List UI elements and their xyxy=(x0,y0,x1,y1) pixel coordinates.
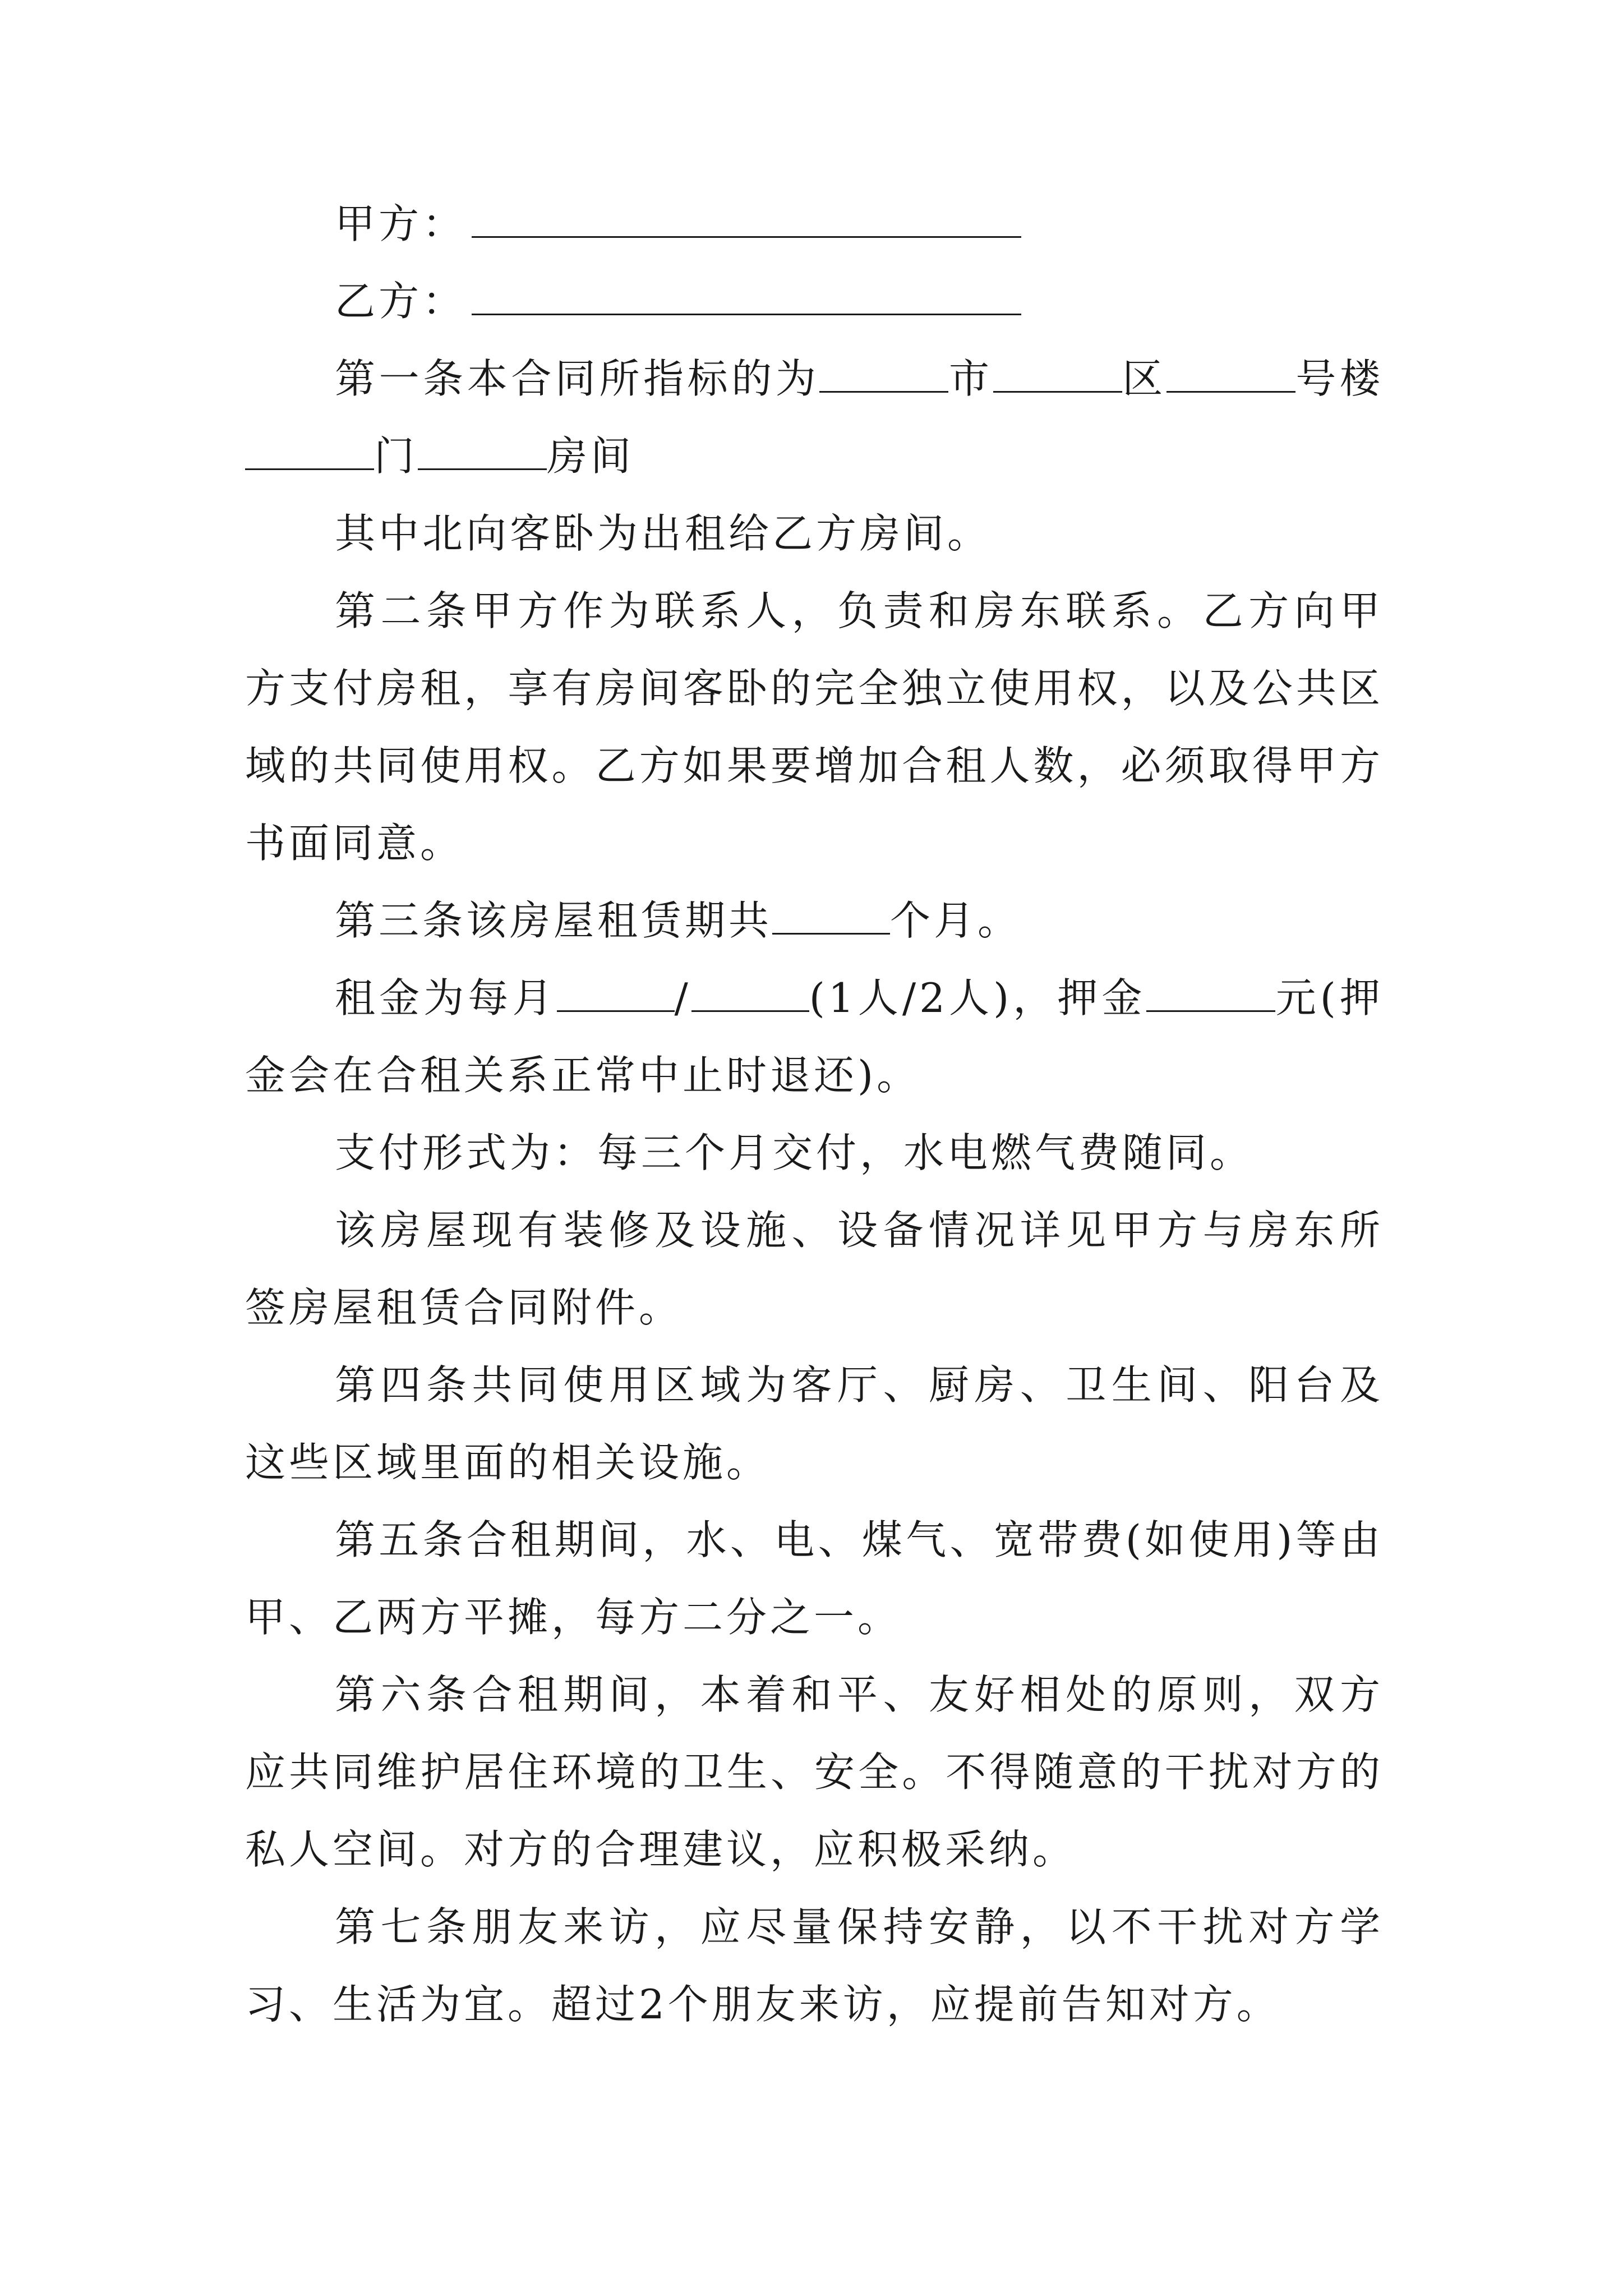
rent-tail: 元(押金会在合租关系正常中止时退还)。 xyxy=(245,974,1384,1099)
building-blank xyxy=(1166,355,1295,393)
building-label: 号楼 xyxy=(1295,355,1384,402)
room-blank xyxy=(418,432,547,470)
article-4: 第四条共同使用区域为客厅、厨房、卫生间、阳台及这些区域里面的相关设施。 xyxy=(245,1361,1384,1486)
rent-lead: 租金为每月 xyxy=(335,974,557,1022)
rent-one-person-blank xyxy=(557,974,675,1012)
district-blank xyxy=(993,355,1122,393)
unit-label: 门 xyxy=(374,432,418,480)
unit-blank xyxy=(245,432,374,470)
lease-months-blank xyxy=(772,897,890,935)
facilities-clause: 该房屋现有装修及设施、设备情况详见甲方与房东所签房屋租赁合同附件。 xyxy=(245,1207,1384,1331)
article-7: 第七条朋友来访，应尽量保持安静，以不干扰对方学习、生活为宜。超过2个朋友来访，应提前告知对方。 xyxy=(245,1903,1384,2028)
article-5: 第五条合租期间，水、电、煤气、宽带费(如使用)等由甲、乙两方平摊，每方二分之一。 xyxy=(245,1516,1384,1641)
rent-clause xyxy=(245,959,1384,1114)
room-label: 房间 xyxy=(547,432,635,480)
contract-body xyxy=(245,185,1384,2043)
article-3-lead: 第三条该房屋租赁期共 xyxy=(335,897,773,944)
rent-slash: / xyxy=(674,974,691,1022)
article-1-note: 其中北向客卧为出租给乙方房间。 xyxy=(335,510,992,557)
article-2: 第二条甲方作为联系人，负责和房东联系。乙方向甲方支付房租，享有房间客卧的完全独立使用权，以及公共区域的共同使用权。乙方如果要增加合租人数，必须取得甲方书面同意。 xyxy=(245,587,1384,867)
party-b-line xyxy=(245,263,1384,340)
party-a-blank xyxy=(472,198,1021,238)
party-b-blank xyxy=(472,275,1021,315)
rent-persons: (1人/2人)，押金 xyxy=(809,974,1146,1022)
article-3 xyxy=(245,882,1384,959)
article-1-lead: 第一条本合同所指标的为 xyxy=(335,355,820,402)
party-a-line xyxy=(245,185,1384,263)
district-label: 区 xyxy=(1122,355,1166,402)
deposit-blank xyxy=(1146,974,1275,1012)
city-blank xyxy=(819,355,948,393)
rent-two-person-blank xyxy=(691,974,809,1012)
article-3-months: 个月。 xyxy=(890,897,1022,944)
payment-clause: 支付形式为：每三个月交付，水电燃气费随同。 xyxy=(335,1129,1254,1176)
party-b-label: 乙方： xyxy=(335,278,467,325)
party-a-label: 甲方： xyxy=(335,200,467,247)
article-6: 第六条合租期间，本着和平、友好相处的原则，双方应共同维护居住环境的卫生、安全。不得随意的干扰对方的私人空间。对方的合理建议，应积极采纳。 xyxy=(245,1671,1384,1873)
article-1 xyxy=(245,340,1384,495)
city-label: 市 xyxy=(948,355,993,402)
